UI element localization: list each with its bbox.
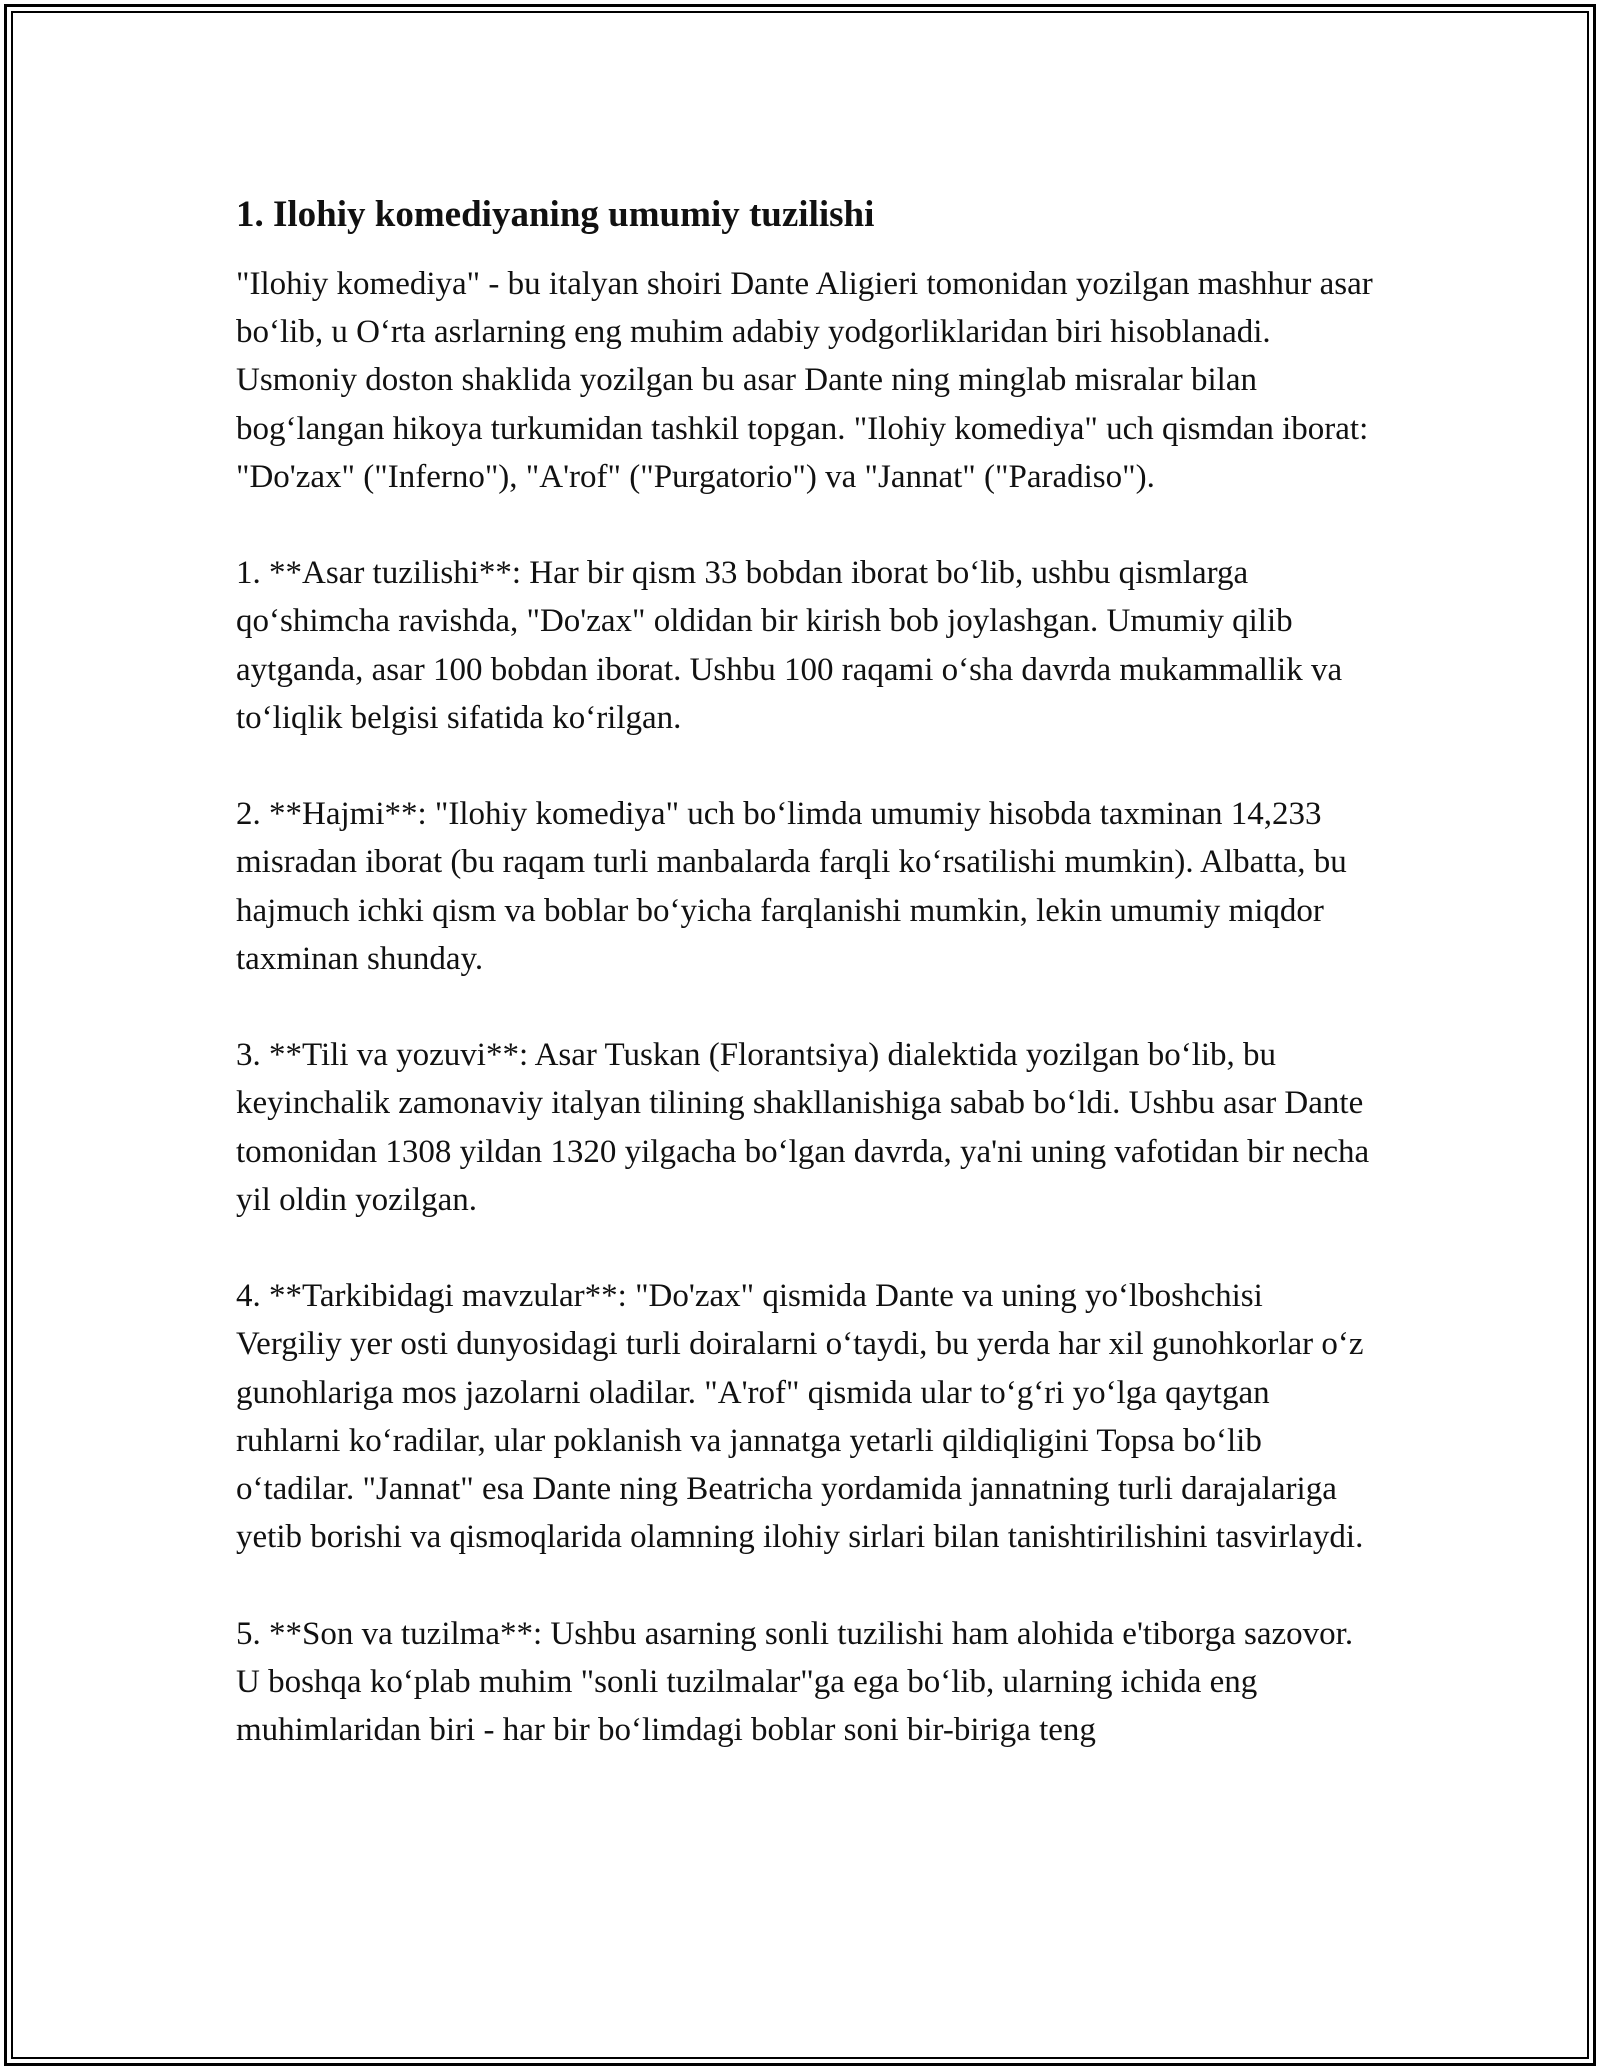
paragraph-themes: 4. **Tarkibidagi mavzular**: "Do'zax" qismida Dante va uning yo‘lboshchisi Vergiliy yer osti dunyosidagi turli doiralarni o‘taydi, bu yerda har xil gunohkorlar o‘z gunohlariga mos jazolarni oladilar. "A'rof" qismida ular to‘g‘ri yo‘lga qaytgan ruhlarni ko‘radilar, ular poklanish va jannatga yetarli qildiqligini Topsa bo‘lib o‘tadilar. "Jannat" esa Dante ning Beatricha yordamida jannatning turli darajalariga yetib borishi va qismoqlarida olamning ilohiy sirlari bilan tanishtirilishini tasvirlaydi. [236, 1278, 1364, 1556]
paragraph-volume: 2. **Hajmi**: "Ilohiy komediya" uch bo‘limda umumiy hisobda taxminan 14,233 misradan iborat (bu raqam turli manbalarda farqli ko‘rsatilishi mumkin). Albatta, bu hajmuch ichki qism va boblar bo‘yicha farqlanishi mumkin, lekin umumiy miqdor taxminan shunday. [236, 796, 1347, 977]
document-body [236, 180, 1376, 1754]
section-heading: 1. Ilohiy komediyaning umumiy tuzilishi [236, 194, 875, 235]
paragraph-numbers: 5. **Son va tuzilma**: Ushbu asarning sonli tuzilishi ham alohida e'tiborga sazovor. U boshqa ko‘plab muhim "sonli tuzilmalar"ga ega bo‘lib, ularning ichida eng muhimlaridan biri - har bir bo‘limdagi boblar soni bir-biriga teng [236, 1615, 1354, 1749]
paragraph-intro: "Ilohiy komediya" - bu italyan shoiri Dante Aligieri tomonidan yozilgan mashhur asar bo‘lib, u O‘rta asrlarning eng muhim adabiy yodgorliklaridan biri hisoblanadi. Usmoniy doston shaklida yozilgan bu asar Dante ning minglab misralar bilan bog‘langan hikoya turkumidan tashkil topgan. "Ilohiy komediya" uch qismdan iborat: "Do'zax" ("Inferno"), "A'rof" ("Purgatorio") va "Jannat" ("Paradiso"). [236, 266, 1373, 495]
paragraph-structure: 1. **Asar tuzilishi**: Har bir qism 33 bobdan iborat bo‘lib, ushbu qismlarga qo‘shimcha ravishda, "Do'zax" oldidan bir kirish bob joylashgan. Umumiy qilib aytganda, asar 100 bobdan iborat. Ushbu 100 raqami o‘sha davrda mukammallik va to‘liqlik belgisi sifatida ko‘rilgan. [236, 555, 1343, 736]
paragraph-language: 3. **Tili va yozuvi**: Asar Tuskan (Florantsiya) dialektida yozilgan bo‘lib, bu keyinchalik zamonaviy italyan tilining shakllanishiga sabab bo‘ldi. Ushbu asar Dante tomonidan 1308 yildan 1320 yilgacha bo‘lgan davrda, ya'ni uning vafotidan bir necha yil oldin yozilgan. [236, 1037, 1370, 1218]
